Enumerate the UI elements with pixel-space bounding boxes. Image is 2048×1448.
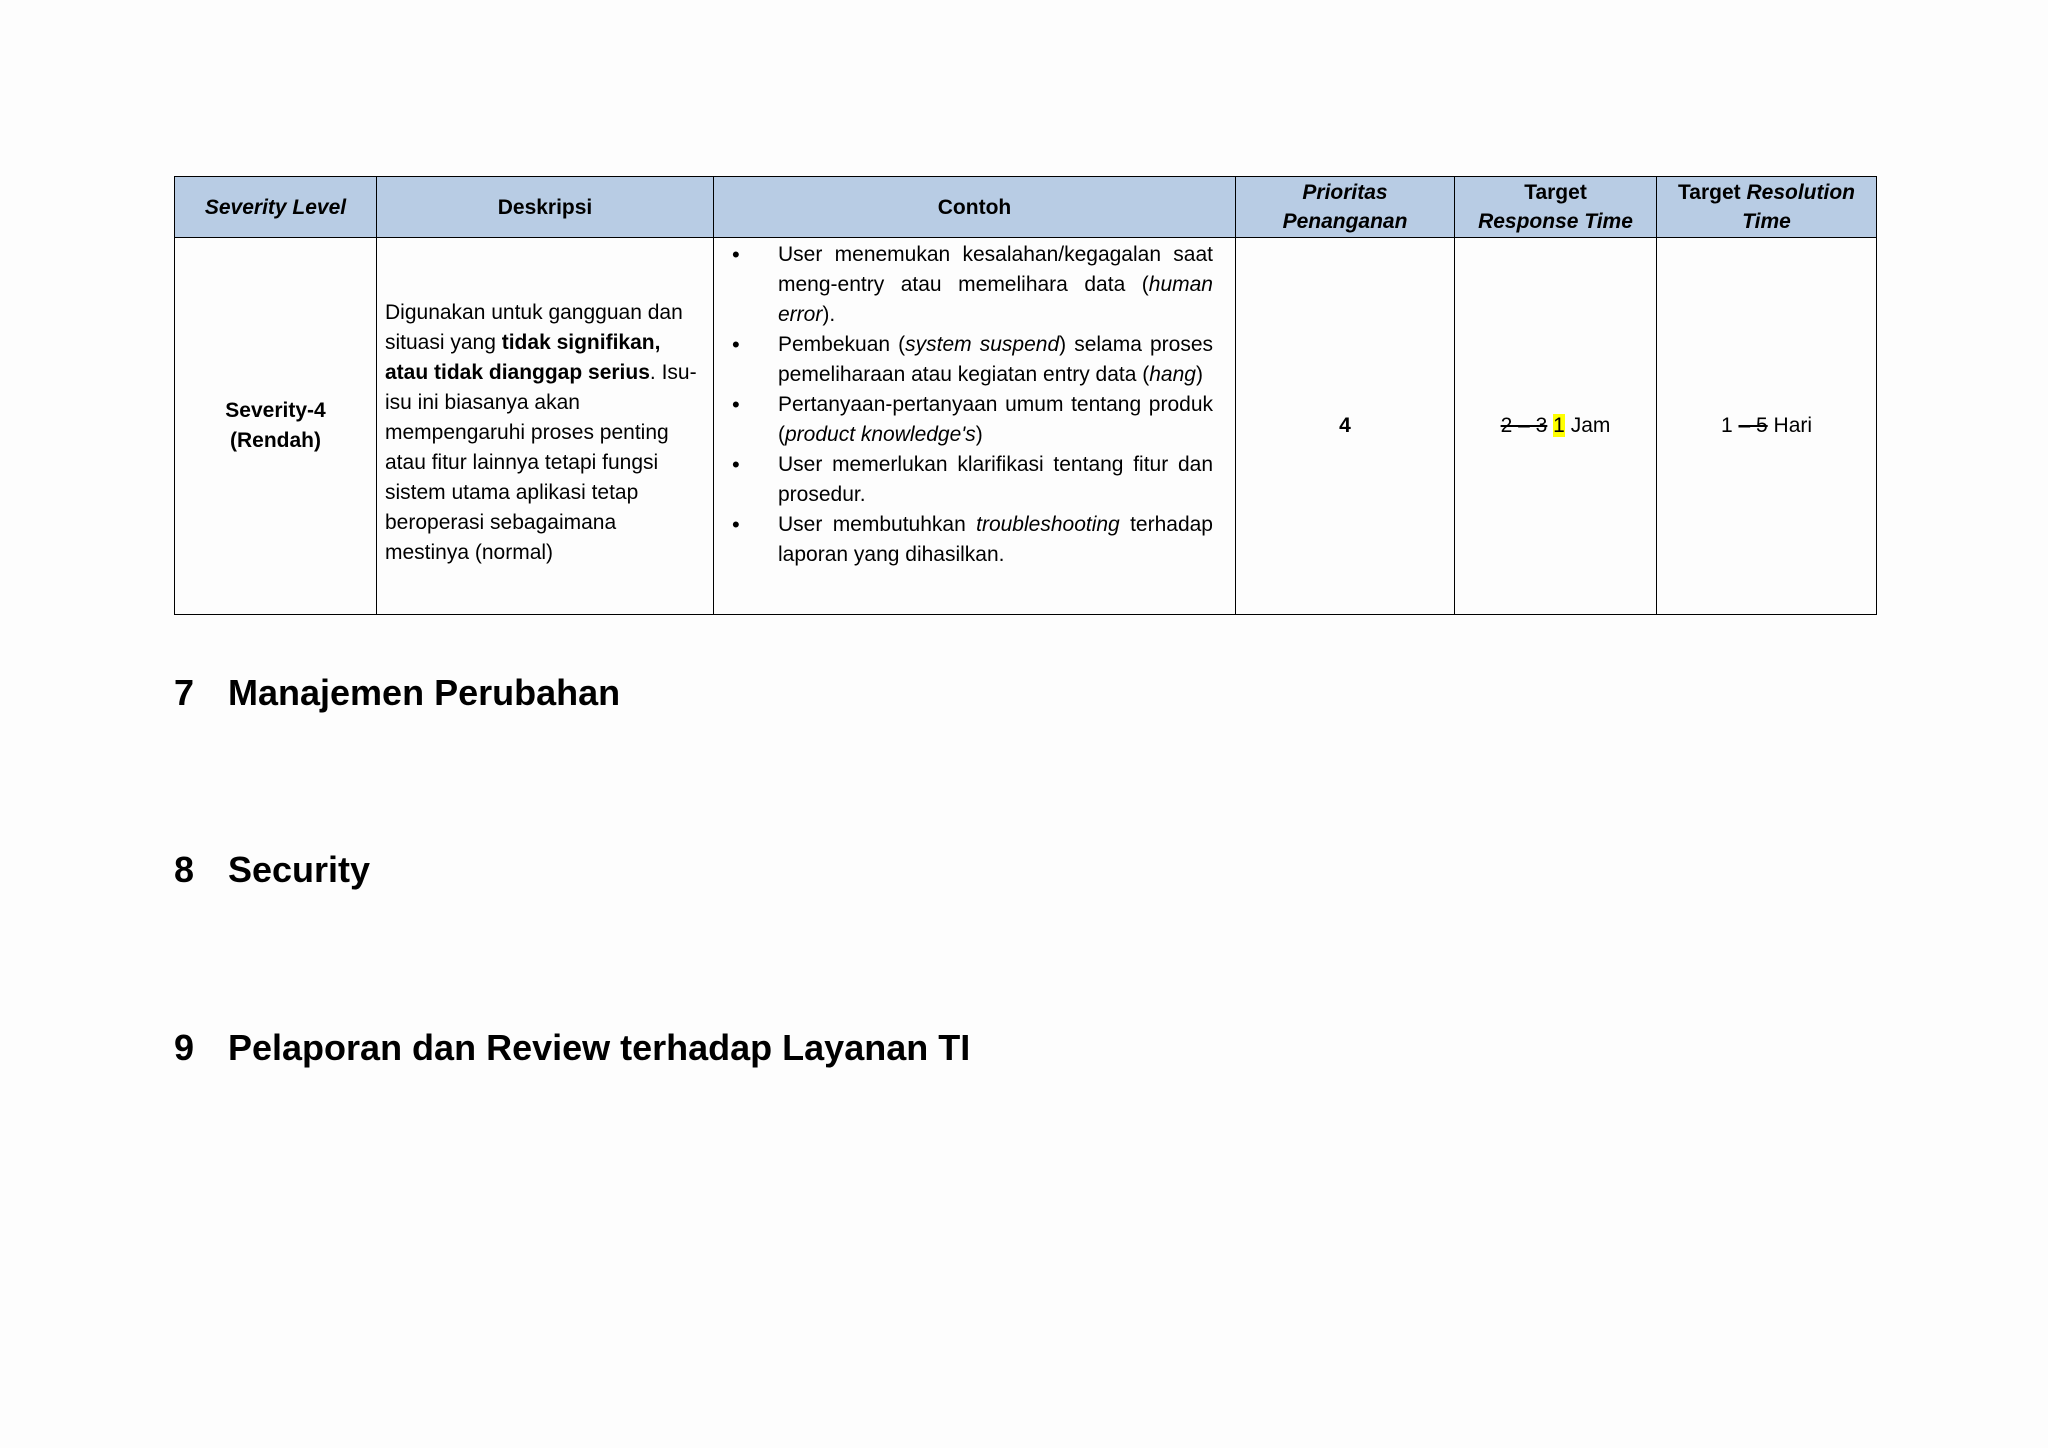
response-highlighted-value: 1 bbox=[1553, 414, 1565, 437]
header-severity-level bbox=[175, 177, 377, 238]
section-title: Security bbox=[228, 849, 371, 890]
header-prioritas bbox=[1236, 177, 1455, 238]
example-1-text: User menemukan kesalahan/kegagalan saat meng-entry atau memelihara data ( bbox=[778, 243, 1213, 296]
cell-resolution-time bbox=[1657, 238, 1877, 615]
table-header-row bbox=[175, 177, 1877, 238]
example-1-end: ). bbox=[822, 303, 836, 326]
header-prioritas-line1: Prioritas bbox=[1302, 181, 1388, 204]
section-number: 9 bbox=[174, 1027, 195, 1068]
example-2-middle: ) selama proses pemeliharaan atau kegiatan entry data ( bbox=[778, 333, 1214, 386]
priority-value: 4 bbox=[1339, 414, 1351, 437]
examples-list bbox=[722, 240, 1227, 570]
severity-name: Severity-4 bbox=[225, 399, 326, 422]
header-response-time bbox=[1455, 177, 1657, 238]
cell-response-time bbox=[1455, 238, 1657, 615]
header-response-line2: Response Time bbox=[1478, 210, 1633, 233]
table-row bbox=[175, 238, 1877, 615]
severity-table bbox=[174, 176, 1877, 615]
header-contoh-text: Contoh bbox=[937, 195, 1012, 219]
description-bold: tidak signifikan, atau tidak dianggap serius bbox=[385, 331, 661, 384]
example-5-text: User membutuhkan bbox=[778, 513, 977, 536]
bullet-icon: • bbox=[732, 392, 740, 417]
header-prioritas-line2: Penanganan bbox=[1282, 210, 1408, 233]
description-part2: . Isu-isu ini biasanya akan mempengaruhi proses penting atau fitur lainnya tetapi fungsi sistem utama aplikasi tetap beroperasi sebagaimana mestinya (normal) bbox=[385, 361, 697, 564]
example-3-text: Pertanyaan-pertanyaan umum tentang produk ( bbox=[778, 393, 1213, 446]
section-number: 8 bbox=[174, 849, 195, 890]
resolution-start: 1 bbox=[1720, 414, 1739, 437]
example-2-end: ) bbox=[1195, 363, 1203, 386]
section-heading-7 bbox=[174, 672, 620, 714]
section-heading-8 bbox=[174, 849, 370, 891]
header-resolution-word1: Target bbox=[1678, 181, 1747, 204]
cell-examples bbox=[714, 238, 1236, 615]
list-item bbox=[722, 510, 1213, 570]
resolution-struck-value: – 5 bbox=[1738, 414, 1768, 437]
section-title: Pelaporan dan Review terhadap Layanan TI bbox=[228, 1027, 971, 1068]
header-resolution-word2: Resolution bbox=[1746, 181, 1855, 204]
list-item bbox=[722, 330, 1213, 390]
example-1-italic: human error bbox=[778, 273, 1213, 326]
response-unit: Jam bbox=[1564, 414, 1611, 437]
example-5-end: terhadap laporan yang dihasilkan. bbox=[778, 513, 1213, 566]
example-5-italic: troubleshooting bbox=[976, 513, 1120, 536]
example-3-end: ) bbox=[975, 423, 983, 446]
header-contoh bbox=[714, 177, 1236, 238]
list-item bbox=[722, 390, 1213, 450]
resolution-unit: Hari bbox=[1767, 414, 1813, 437]
example-2-italic-2: hang bbox=[1149, 363, 1196, 386]
list-item bbox=[722, 450, 1213, 510]
header-resolution-time bbox=[1657, 177, 1877, 238]
bullet-icon: • bbox=[732, 452, 740, 477]
bullet-icon: • bbox=[732, 332, 740, 357]
description-part1: Digunakan untuk gangguan dan situasi yang bbox=[385, 301, 683, 354]
bullet-icon: • bbox=[732, 242, 740, 267]
header-severity-level-text: Severity Level bbox=[204, 195, 347, 219]
bullet-icon: • bbox=[732, 512, 740, 537]
list-item bbox=[722, 240, 1213, 330]
header-response-line1: Target bbox=[1524, 181, 1587, 204]
example-4-text: User memerlukan klarifikasi tentang fitur dan prosedur. bbox=[778, 453, 1213, 506]
example-2-italic: system suspend bbox=[905, 333, 1060, 356]
severity-level-label: (Rendah) bbox=[230, 429, 321, 452]
header-resolution-line2: Time bbox=[1742, 210, 1791, 233]
cell-description bbox=[377, 238, 714, 615]
response-struck-value: 2 – 3 bbox=[1500, 414, 1548, 437]
header-deskripsi-text: Deskripsi bbox=[497, 195, 593, 219]
cell-severity bbox=[175, 238, 377, 615]
header-deskripsi bbox=[377, 177, 714, 238]
section-heading-9 bbox=[174, 1027, 970, 1069]
section-number: 7 bbox=[174, 672, 195, 713]
section-title: Manajemen Perubahan bbox=[228, 672, 621, 713]
example-2-text: Pembekuan ( bbox=[778, 333, 906, 356]
cell-priority bbox=[1236, 238, 1455, 615]
example-3-italic: product knowledge's bbox=[785, 423, 976, 446]
